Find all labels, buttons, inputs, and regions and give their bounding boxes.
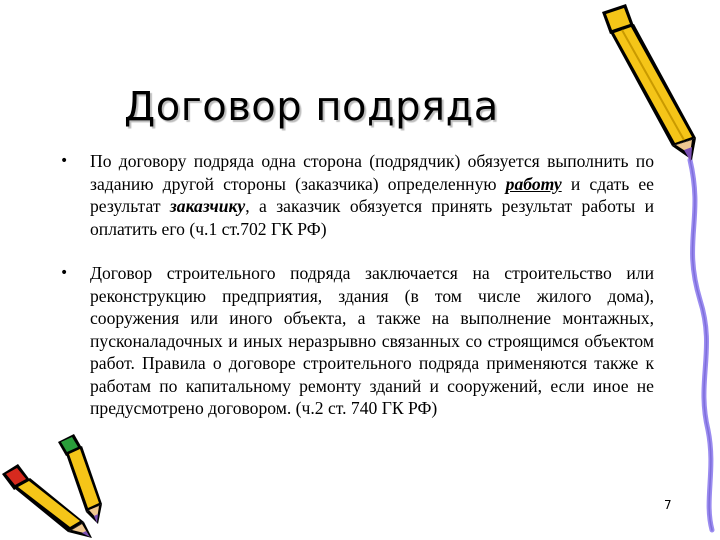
pencil-icon bbox=[592, 0, 720, 540]
bullet-1-text-part: , а заказчик обязуется принять результат работы и оплатить его (ч.1 ст.702 ГК РФ) bbox=[90, 196, 654, 239]
bullet-item-2 bbox=[60, 262, 654, 420]
bullet-icon: • bbox=[60, 265, 69, 281]
slide-title: Договор подряда bbox=[124, 84, 499, 130]
emphasis-work: работу bbox=[505, 173, 562, 194]
bullet-1-text-part: По договору подряда одна сторона (подрядчик) обязуется выполнить по заданию другой стороны (заказчика) определенную bbox=[90, 151, 654, 194]
bullet-icon: • bbox=[60, 153, 69, 169]
bullet-text-2: Договор строительного подряда заключается на строительство или реконструкцию предприятия, здания (в том числе жилого дома), сооружения или иного объекта, а также на выполнение монтажных, пусконаладочных и иных неразрывно связанных со строящимся объектом работ. Правила о договоре строительного подряда применяются также к работам по капитальному ремонту зданий и сооружений, если иное не предусмотрено договором. (ч.2 ст. 740 ГК РФ) bbox=[90, 263, 654, 418]
page-number: 7 bbox=[664, 498, 672, 512]
pencils-icon bbox=[0, 430, 120, 540]
slide-body bbox=[60, 150, 654, 420]
bullet-1-text-part: и сдать ее результат bbox=[90, 173, 654, 216]
bullet-text-1 bbox=[90, 150, 654, 240]
emphasis-customer: заказчику bbox=[169, 196, 246, 216]
bullet-item-1 bbox=[60, 150, 654, 240]
squiggle-line-icon bbox=[690, 160, 712, 530]
